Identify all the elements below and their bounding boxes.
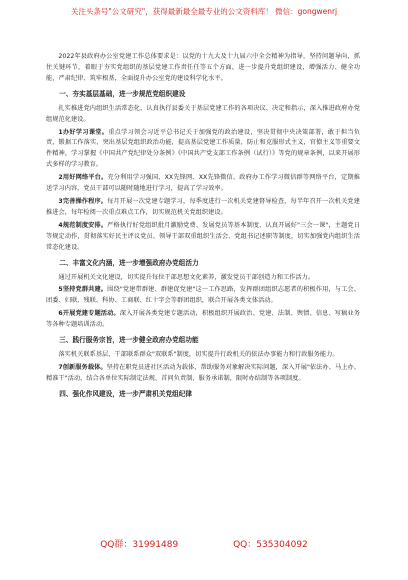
paragraph: 7创新服务载体。坚持在职党员进社区活动为载体，帮助服务对象解决实际问题，深入开展"依法办、马上办、精准干"活动，结合各单位实际制定法规、首问负责制，服务承诺制，限时办结制等各项制度。 xyxy=(46,363,360,382)
contact-footer xyxy=(0,538,408,552)
section-heading: 四、强化作风建设，进一步严肃机关党组纪律 xyxy=(59,389,193,398)
item-title: 6开展党建专题活动。 xyxy=(58,310,120,318)
section-heading: 二、丰富文化内涵，进一步增强政府办党组活力 xyxy=(59,258,199,267)
paragraph: 通过开展机关文化建设，切实提升每位干部思想文化素养，激发党员干部创造力和工作活力。 xyxy=(58,273,315,281)
paragraph: 落实机关联系基层、干部联系群众"双联系"制度，切实提升行政机关的依法办事能力和行政服务能力。 xyxy=(58,351,339,359)
promo-banner: 关注头条号"公文研究"，获得最新最全最专业的公文资料库！ 微信：gongwenrj xyxy=(70,7,338,16)
paragraph: 扎实推进党内组织生活常态化，认真执行县委关于基层党建工作的各项决议、决定和指示，深入推进政府办党组规范化建设。 xyxy=(46,104,360,123)
paragraph: 6开展党建专题活动。深入开展各类党建专题活动，积极组织开展政治、党建、法制、舆情、信息、写稿业务等各种专题培训活动。 xyxy=(46,310,360,329)
paragraph: 1办好学习课堂。重点学习领会习近平总书记关于加强党的政治建设，坚决贯彻中央决策部署，敢于担当负责，锻据工作落实，突出基层党组织政治功能，提高基层党建工作质量，防止和克服形式主义，官僚主义等重要文件精神，学习掌握《中国共产党纪律处分条例》《中国共产党支部工作条例（试行）》等党的规章条例，以来开展形式多样的学习教育。 xyxy=(46,128,360,169)
item-title: 3完善操作程序。 xyxy=(58,197,108,205)
paragraph: 3完善操作程序。每月开展一次党建专题学习，每季度进行一次机关党建督导检查，每半年召开一次机关党建推进会，每年检阅一次重点难点工作，切实规范机关党组织建设。 xyxy=(46,197,360,216)
section-heading: 一、夯实基层基础，进一步规范党组织建设 xyxy=(59,89,186,98)
item-title: 4规范制度安排。 xyxy=(58,221,108,229)
intro-paragraph: 2022年县政府办公室党建工作总体要求是：以党的十九大及十九届六中全会精神为指导，坚持问题导向，抓住关键环节，着眼于夯实党组织的基层党建工作责任任等五个方面，进一步提升党组织建设，增强活力、健全功能，严肃纪律、筑牢根基，全面提升办公室党的建设科学化水平。 xyxy=(46,53,360,82)
paragraph: 2用好网络平台。充分利用学习强国、XX先锋网、XX先锋微信、政府办工作学习微信群等网络平台，定期推送学习内容，党员干部可以随时随地进行学习，提高了学习效率。 xyxy=(46,174,360,193)
item-title: 5坚持党群共建。 xyxy=(58,286,108,294)
item-title: 2用好网络平台。 xyxy=(58,174,108,182)
qq-number: QQ：535304092 xyxy=(233,540,308,550)
item-title: 7创新服务载体。 xyxy=(58,363,107,371)
section-heading: 三、践行服务宗旨，进一步健全政府办党组功能 xyxy=(59,336,199,345)
qq-group: QQ群：31991489 xyxy=(100,540,179,550)
paragraph: 4规范制度安排。严格执行好党组织批月激励党费、发展党员等基本制度，认真开展好"三会一课"，主题党日等规定动作，贯彻落实好民主评议党员、领导干部双重组织生活会、党组书记述职等制度，切实加强党内组织生活常态化建设。 xyxy=(46,221,360,251)
paragraph: 5坚持党群共建。围绕"党建带群建、群建促党建"这一工作思路，发挥群团组织志愿者的积极作用，与工会、团委、妇联、残联、科协、工商联、红十字会等群团组织，联合开展各类文体活动。 xyxy=(46,286,360,305)
document-body xyxy=(46,52,360,404)
item-title: 1办好学习课堂。 xyxy=(58,128,109,136)
